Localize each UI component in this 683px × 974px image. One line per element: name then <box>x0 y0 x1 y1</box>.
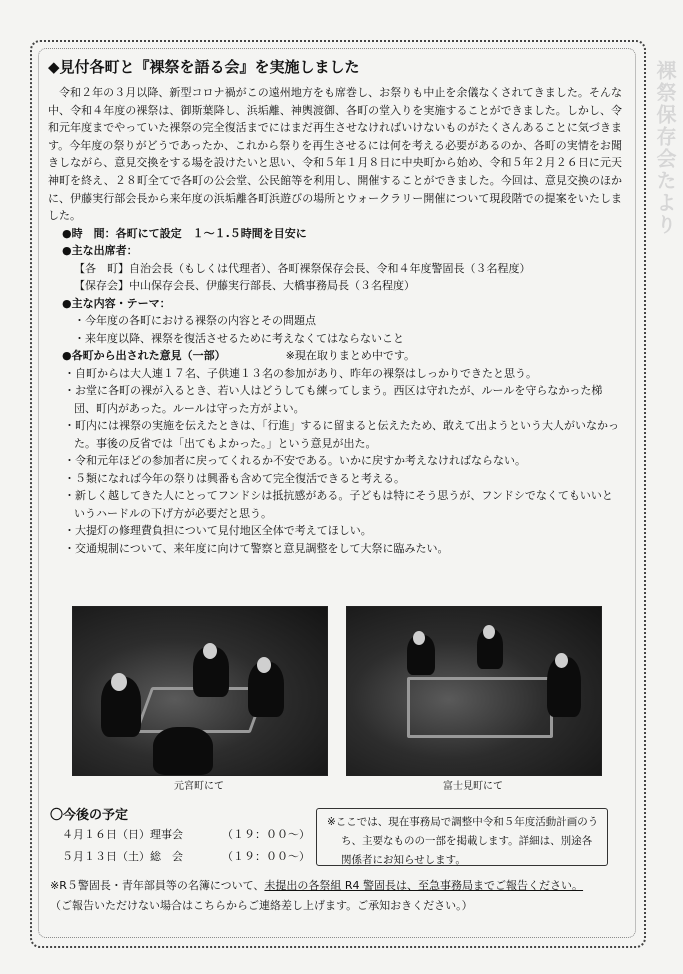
opinion-item: ・令和元年ほどの参加者に戻ってくれるか不安である。いかに戻すか考えなければならない。 <box>64 454 526 468</box>
photo-caption: 元宮町にて <box>174 781 224 792</box>
schedule-list <box>62 824 310 868</box>
topics-label: ●主な内容・テーマ： <box>62 296 171 310</box>
footer-notice <box>50 876 583 916</box>
schedule-date: ５月１３日（土）総 会 <box>62 850 183 863</box>
topic-item: ・今年度の各町における裸祭の内容とその問題点 <box>74 314 316 328</box>
meeting-photo-fujimi <box>346 606 602 776</box>
schedule-note-box: ※ここでは、現在事務局で調整中令和５年度活動計画のうち、主要なものの一部を掲載します。詳細は、別途各関係者にお知らせします。 <box>316 808 608 866</box>
opinion-item: ・交通規制について、来年度に向けて警察と意見調整をして大祭に臨みたい。 <box>64 541 449 555</box>
footer-text: ※R５警固長・青年部員等の名簿について、 <box>50 879 265 892</box>
schedule-time: （１９：００～） <box>222 850 310 863</box>
face <box>413 631 425 645</box>
face <box>555 653 568 668</box>
face <box>111 673 127 691</box>
opinion-item: ・新しく越してきた人にとってフンドシは抵抗感がある。子どもは特にそう思うが、フンドシでなくてもいいというハードルの下げ方が必要だと思う。 <box>64 489 613 520</box>
schedule-title: 〇今後の予定 <box>50 808 129 823</box>
schedule-date: ４月１６日（日）理事会 <box>62 828 183 841</box>
meeting-photo-motomiya <box>72 606 328 776</box>
background-side-text: 裸祭保存会たより <box>653 60 677 236</box>
article-title: ◆見付各町と『裸祭を語る会』を実施しました <box>48 58 360 76</box>
opinions-list <box>48 365 622 558</box>
face <box>257 657 271 673</box>
article <box>48 56 622 557</box>
face <box>203 643 217 659</box>
face <box>483 625 495 639</box>
attendees-town: 【各 町】自治会長（もしくは代理者）、各町裸祭保存会長、令和４年度警固長（３名程度） <box>74 261 531 275</box>
attendees-label: ●主な出席者： <box>62 244 138 258</box>
time-line: ●時 間：各町にて設定 １～１.５時間を目安に <box>62 226 307 240</box>
person <box>153 727 213 775</box>
footer-line <box>50 876 583 896</box>
opinion-item: ・大提灯の修理費負担について見付地区全体で考えてほしい。 <box>64 524 372 538</box>
footer-line: （ご報告いただけない場合はこちらからご連絡差し上げます。ご承知おきください。） <box>50 899 473 912</box>
photo-row <box>72 606 628 792</box>
topic-item: ・来年度以降、裸祭を復活させるために考えなくてはならないこと <box>74 331 404 345</box>
schedule-time: （１９：００～） <box>222 828 310 841</box>
opinion-item: ・お堂に各町の裸が入るとき、若い人はどうしても練ってしまう。西区は守れたが、ルールを守らなかった梯団、町内があった。ルールは守った方がよい。 <box>64 384 603 415</box>
schedule-row <box>62 824 310 846</box>
attendees-society: 【保存会】中山保存会長、伊藤実行部長、大橋事務局長（３名程度） <box>74 279 415 293</box>
footer-underlined-text: 未提出の各祭組 R4 警固長は、至急事務局までご報告ください。 <box>264 879 584 892</box>
opinions-heading: ●各町から出された意見（一部） <box>62 349 226 363</box>
table-shape <box>407 677 553 738</box>
schedule-row <box>62 846 310 868</box>
opinion-item: ・自町からは大人連１７名、子供連１３名の参加があり、昨年の裸祭はしっかりできたと思う。 <box>64 366 537 380</box>
opinions-note: ※現在取りまとめ中です。 <box>285 349 415 363</box>
opinion-item: ・５類になれば今年の祭りは興番も含めて完全復活できると考える。 <box>64 471 405 485</box>
intro-paragraph: 令和２年の３月以降、新型コロナ禍がこの遠州地方をも席巻し、お祭りも中止を余儀なくされてきました。そんな中、令和４年度の裸祭は、御斯葉降し、浜垢離、神輿渡御、各町の堂入りを実施することができました。しかし、令和元年度までやっていた裸祭の完全復活までにはまだ再生させなければいけないものがたくさんあることに気づきます。今年度の祭りがどうであったか、これから祭りを再生させるには何を考える必要があるのか、各町の実情をお聞きしながら、意見交換をする場を設けたいと思い、令和５年１月８日に中央町から始め、令和５年２月２６日に元天神町を終え、２８町全てで各町の公会堂、公民館等を利用し、開催することができました。今回は、意見交換のほかに、伊藤実行部会長から来年度の浜垢離各町浜遊びの場所とウォークラリー開催について現段階での提案をいたしました。 <box>48 86 622 223</box>
opinion-item: ・町内には裸祭の実施を伝えたときは、「行進」するに留まると伝えたため、敢えて出ようという大人がいなかった。事後の反省では「出てもよかった。」という意見が出た。 <box>64 419 620 450</box>
photo-caption: 富士見町にて <box>443 781 503 792</box>
opinions-label <box>48 347 622 365</box>
